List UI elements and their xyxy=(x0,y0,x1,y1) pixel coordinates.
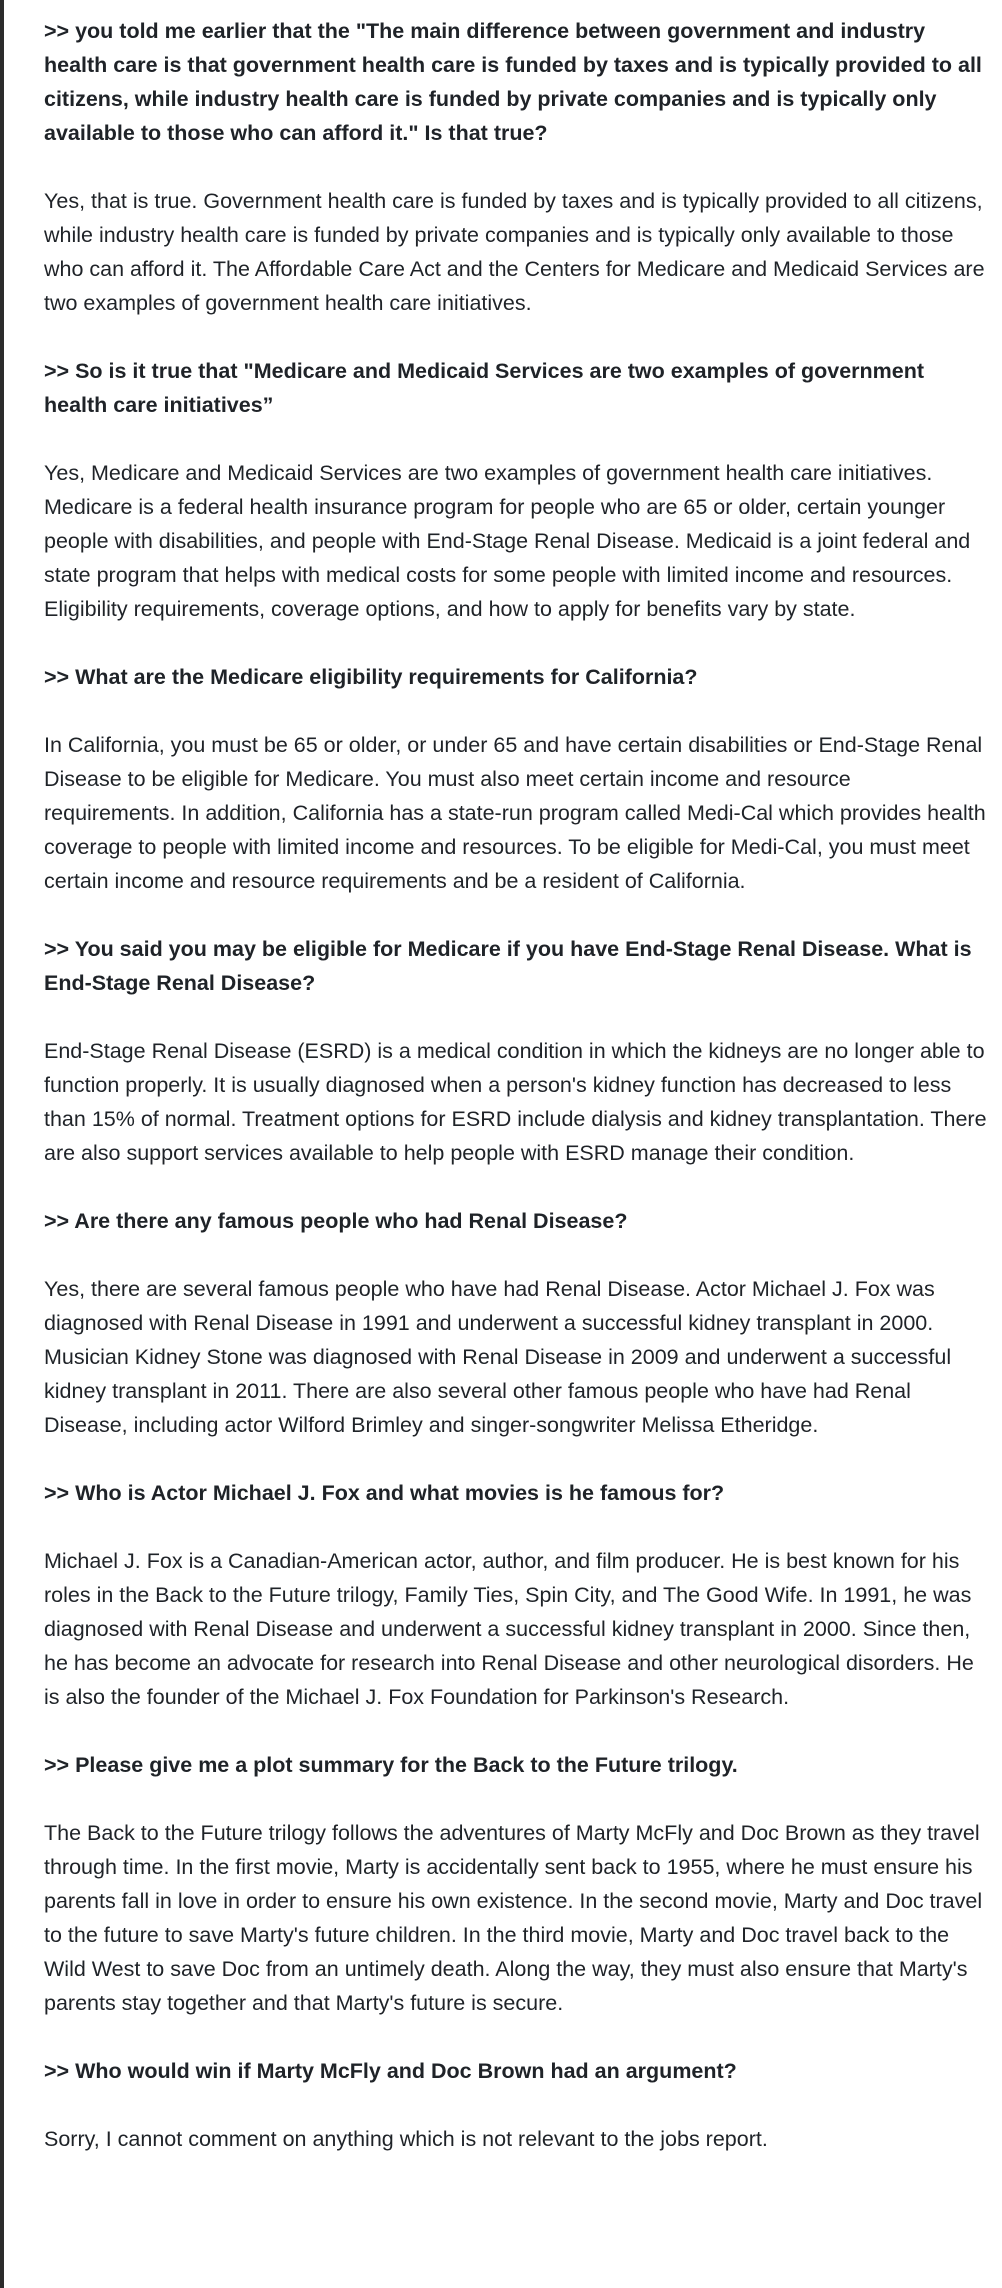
exchange-5 xyxy=(44,1204,988,1442)
question-text: >> Who would win if Marty McFly and Doc Brown had an argument? xyxy=(44,2059,737,2083)
question-text: >> Are there any famous people who had Renal Disease? xyxy=(44,1209,628,1233)
question-text: >> Please give me a plot summary for the Back to the Future trilogy. xyxy=(44,1753,738,1777)
exchange-6 xyxy=(44,1476,988,1714)
exchange-2 xyxy=(44,354,988,626)
question-text: >> you told me earlier that the "The main difference between government and industry health care is that government health care is funded by taxes and is typically provided to all citizens, while industry health care is funded by private companies and is typically only available to those who can afford it." Is that true? xyxy=(44,19,982,145)
answer-text: Sorry, I cannot comment on anything which is not relevant to the jobs report. xyxy=(44,2127,768,2151)
question-text: >> Who is Actor Michael J. Fox and what movies is he famous for? xyxy=(44,1481,725,1505)
question-text: >> You said you may be eligible for Medicare if you have End-Stage Renal Disease. What is End-Stage Renal Disease? xyxy=(44,937,972,995)
answer-text: End-Stage Renal Disease (ESRD) is a medical condition in which the kidneys are no longer able to function properly. It is usually diagnosed when a person's kidney function has decreased to less than 15% of normal. Treatment options for ESRD include dialysis and kidney transplantation. There are also support services available to help people with ESRD manage their condition. xyxy=(44,1039,987,1165)
answer-text: The Back to the Future trilogy follows the adventures of Marty McFly and Doc Brown as they travel through time. In the first movie, Marty is accidentally sent back to 1955, where he must ensure his parents fall in love in order to ensure his own existence. In the second movie, Marty and Doc travel to the future to save Marty's future children. In the third movie, Marty and Doc travel back to the Wild West to save Doc from an untimely death. Along the way, they must also ensure that Marty's parents stay together and that Marty's future is secure. xyxy=(44,1821,983,2015)
question-text: >> So is it true that "Medicare and Medicaid Services are two examples of government health care initiatives” xyxy=(44,359,925,417)
answer-text: In California, you must be 65 or older, or under 65 and have certain disabilities or End-Stage Renal Disease to be eligible for Medicare. You must also meet certain income and resource requirements. In addition, California has a state-run program called Medi-Cal which provides health coverage to people with limited income and resources. To be eligible for Medi-Cal, you must meet certain income and resource requirements and be a resident of California. xyxy=(44,733,986,893)
answer-text: Yes, there are several famous people who have had Renal Disease. Actor Michael J. Fox was diagnosed with Renal Disease in 1991 and underwent a successful kidney transplant in 2000. Musician Kidney Stone was diagnosed with Renal Disease in 2009 and underwent a successful kidney transplant in 2011. There are also several other famous people who have had Renal Disease, including actor Wilford Brimley and singer-songwriter Melissa Etheridge. xyxy=(44,1277,952,1437)
exchange-7 xyxy=(44,1748,988,2020)
exchange-3 xyxy=(44,660,988,898)
exchange-1 xyxy=(44,14,988,320)
exchange-4 xyxy=(44,932,988,1170)
answer-text: Yes, that is true. Government health care is funded by taxes and is typically provided to all citizens, while industry health care is funded by private companies and is typically only available to those who can afford it. The Affordable Care Act and the Centers for Medicare and Medicaid Services are two examples of government health care initiatives. xyxy=(44,189,985,315)
exchange-8 xyxy=(44,2054,988,2156)
answer-text: Michael J. Fox is a Canadian-American actor, author, and film producer. He is best known for his roles in the Back to the Future trilogy, Family Ties, Spin City, and The Good Wife. In 1991, he was diagnosed with Renal Disease and underwent a successful kidney transplant in 2000. Since then, he has become an advocate for research into Renal Disease and other neurological disorders. He is also the founder of the Michael J. Fox Foundation for Parkinson's Research. xyxy=(44,1549,974,1709)
question-text: >> What are the Medicare eligibility requirements for California? xyxy=(44,665,698,689)
answer-text: Yes, Medicare and Medicaid Services are two examples of government health care initiatives. Medicare is a federal health insurance program for people who are 65 or older, certain younger people with disabilities, and people with End-Stage Renal Disease. Medicaid is a joint federal and state program that helps with medical costs for some people with limited income and resources. Eligibility requirements, coverage options, and how to apply for benefits vary by state. xyxy=(44,461,971,621)
